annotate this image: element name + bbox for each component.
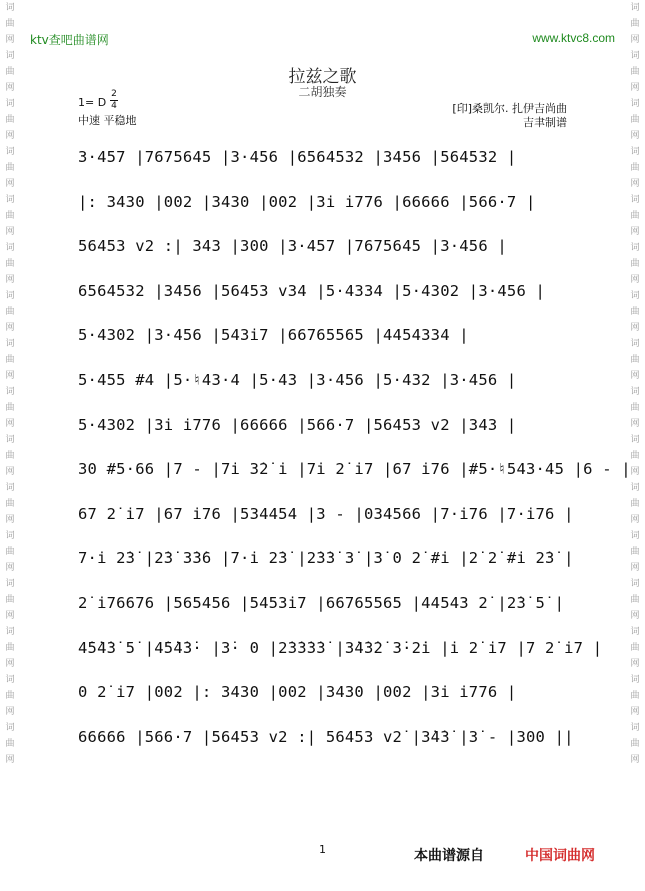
song-subtitle: 二胡独奏 bbox=[298, 85, 347, 99]
score-row bbox=[78, 148, 572, 193]
score-row bbox=[78, 460, 631, 505]
watermark-left: 词 曲 网 词 曲 网 词 曲 网 词 曲 网 词 曲 网 词 曲 网 词 曲 网 词 曲 网 词 曲 网 词 曲 网 词 曲 网 词 曲 网 词 曲 网 词 曲 网 词 曲 网 词 曲 网 bbox=[5, 3, 15, 765]
score-row bbox=[78, 416, 572, 461]
page-number: 1 bbox=[319, 843, 326, 856]
score-line: 4̇5̇4̇3̇ 5̇ |4̇5̇4̇3̇· |3̇· 0 |2̇3̇3̇3̇3̇ |3̇4̇3̇2̇ 3̇·2̇i |i 2̇ i7 |7 2̇ i7 | bbox=[78, 638, 603, 657]
score-line: 30 #5·66 |7 - |7i 3̇2̇ i |7i 2̇ i7 |67 i76 |#5·♮543·45 |6 - | bbox=[78, 460, 631, 479]
arranger-credit: 吉聿制谱 bbox=[523, 116, 567, 129]
score-line: 7·i 2̇3̇ |2̇3̇ 3̇3̇6 |7·i 2̇3̇ |2̇3̇3̇ 3̇ |3̇ 0 2̇ #i |2̇ 2̇ #i 2̇3̇ | bbox=[78, 549, 574, 568]
score-row bbox=[78, 594, 572, 639]
song-title: 拉兹之歌 bbox=[288, 67, 357, 87]
score-line: 56453 v2 :| 343 |300 |3·457 |7675645 |3·456 | bbox=[78, 237, 507, 256]
score-line: 5·4302 |3·456 |543i7 |66765565 |4454334 | bbox=[78, 326, 469, 345]
score-line: 66666 |566·7 |56453 v2 :| 56453 v2̇ |3̇4̇3̇ |3̇ - |300 || bbox=[78, 727, 574, 746]
key-signature: 1= D bbox=[78, 96, 107, 109]
score-row bbox=[78, 371, 572, 416]
score-line: 0 2̇ i7 |002 |: 3430 |002 |3430 |002 |3i i776 | bbox=[78, 683, 517, 702]
score-line: 3·457 |7675645 |3·456 |6564532 |3456 |564532 | bbox=[78, 148, 517, 166]
score-row bbox=[78, 282, 572, 327]
time-signature bbox=[110, 90, 118, 111]
composer-credit: [印]桑凯尔. 扎伊吉尚曲 bbox=[452, 102, 567, 115]
score-line: 2̇ i76676 |565456 |5453i7 |66765565 |44543 2̇ |2̇3̇ 5̇ | bbox=[78, 593, 565, 612]
tempo-marking: 中速 平稳地 bbox=[78, 114, 137, 127]
score-line: 5·4302 |3i i776 |66666 |566·7 |56453 v2 |343 | bbox=[78, 415, 517, 434]
score-line: 67 2̇ i7 |67 i76 |534454 |3 - |034566 |7·i76 |7·i76 | bbox=[78, 504, 574, 523]
score-line: 6564532 |3456 |56453 v34 |5·4334 |5·4302 |3·456 | bbox=[78, 281, 546, 300]
time-signature-bottom: 4 bbox=[111, 101, 117, 111]
watermark-right: 词 曲 网 词 曲 网 词 曲 网 词 曲 网 词 曲 网 词 曲 网 词 曲 网 词 曲 网 词 曲 网 词 曲 网 词 曲 网 词 曲 网 词 曲 网 词 曲 网 词 曲 网 词 曲 网 bbox=[630, 3, 640, 765]
score-row bbox=[78, 683, 572, 728]
score-row bbox=[78, 326, 572, 371]
site-url-right[interactable]: www.ktvc8.com bbox=[532, 31, 615, 45]
score-row bbox=[78, 193, 572, 238]
score bbox=[78, 148, 631, 772]
score-line: |: 3430 |002 |3430 |002 |3i i776 |66666 |566·7 | bbox=[78, 192, 536, 211]
score-row bbox=[78, 237, 572, 282]
score-line: 5·455 #4 |5·♮43·4 |5·43 |3·456 |5·432 |3·456 | bbox=[78, 370, 517, 389]
score-row bbox=[78, 549, 572, 594]
footer-source-label: 本曲谱源自 bbox=[414, 848, 484, 864]
score-row bbox=[78, 728, 572, 773]
site-name-left[interactable]: ktv查吧曲谱网 bbox=[30, 33, 109, 47]
score-row bbox=[78, 505, 572, 550]
time-signature-top: 2 bbox=[111, 89, 117, 99]
score-row bbox=[78, 638, 603, 684]
footer-source-link[interactable]: 中国词曲网 bbox=[525, 848, 595, 864]
